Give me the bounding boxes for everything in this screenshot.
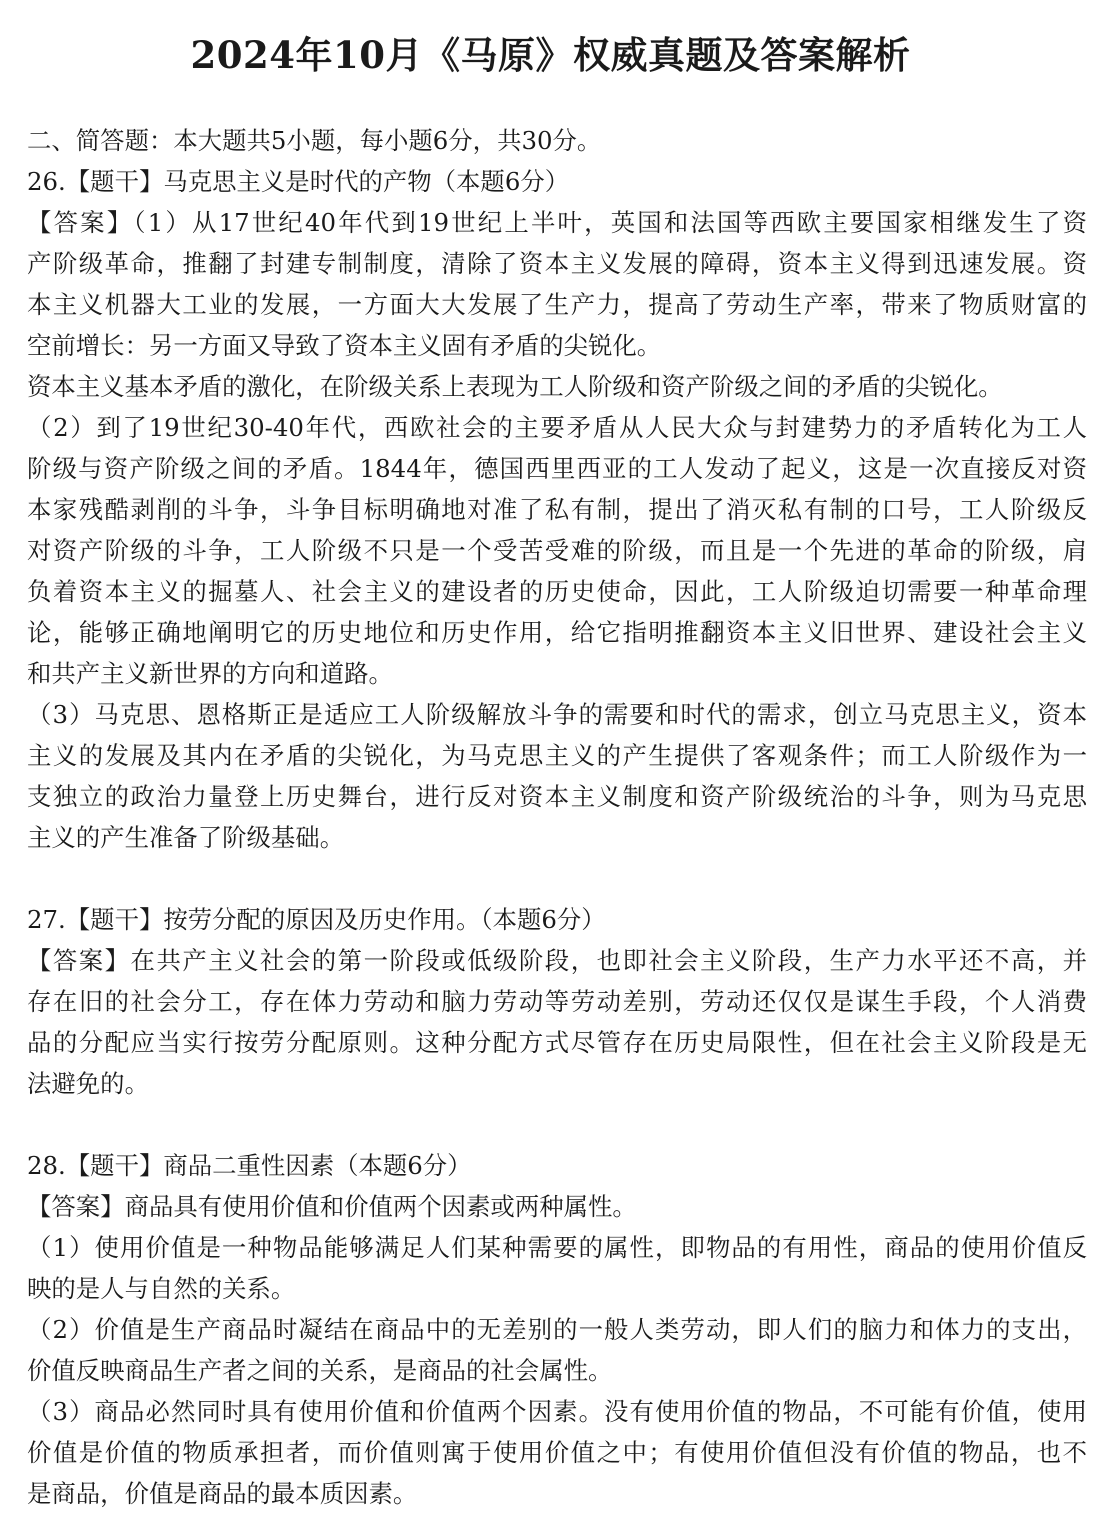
answer-line: 负着资本主义的掘墓人、社会主义的建设者的历史使命，因此，工人阶级迫切需要一种革命理 (27, 577, 1087, 606)
answer-line: 价值是价值的物质承担者，而价值则寓于使用价值之中；有使用价值但没有价值的物品，也不 (27, 1438, 1087, 1467)
answer-line: 对资产阶级的斗争，工人阶级不只是一个受苦受难的阶级，而且是一个先进的革命的阶级，肩 (27, 536, 1087, 565)
paragraph-gap (27, 858, 1087, 899)
answer-line: （3）商品必然同时具有使用价值和价值两个因素。没有使用价值的物品，不可能有价值，使用 (27, 1397, 1087, 1426)
answer-line: 产阶级革命，推翻了封建专制制度，清除了资本主义发展的障碍，资本主义得到迅速发展。资 (27, 249, 1087, 278)
document-title: 2024年10月《马原》权威真题及答案解析 (190, 33, 911, 77)
answer-line: 本主义机器大工业的发展，一方面大大发展了生产力，提高了劳动生产率，带来了物质财富的 (27, 290, 1087, 319)
answer-line: 主义的发展及其内在矛盾的尖锐化，为马克思主义的产生提供了客观条件；而工人阶级作为一 (27, 741, 1087, 770)
answer-line: （2）价值是生产商品时凝结在商品中的无差别的一般人类劳动，即人们的脑力和体力的支出， (27, 1315, 1087, 1344)
answer-line: 本家残酷剥削的斗争，斗争目标明确地对准了私有制，提出了消灭私有制的口号，工人阶级反 (27, 495, 1087, 524)
answer-line: 论，能够正确地阐明它的历史地位和历史作用，给它指明推翻资本主义旧世界、建设社会主义 (27, 618, 1087, 647)
answer-line: 【答案】在共产主义社会的第一阶段或低级阶段，也即社会主义阶段，生产力水平还不高，并 (27, 946, 1087, 975)
answer-line: 【答案】商品具有使用价值和价值两个因素或两种属性。 (27, 1192, 637, 1221)
answer-line: 主义的产生准备了阶级基础。 (27, 823, 345, 852)
answer-line: 是商品，价值是商品的最本质因素。 (27, 1479, 418, 1508)
answer-line: 资本主义基本矛盾的激化，在阶级关系上表现为工人阶级和资产阶级之间的矛盾的尖锐化。 (27, 372, 1003, 401)
section-heading: 二、简答题：本大题共5小题，每小题6分，共30分。 (27, 126, 602, 155)
question-stem-27: 27.【题干】按劳分配的原因及历史作用。（本题6分） (27, 905, 606, 934)
answer-line: （3）马克思、恩格斯正是适应工人阶级解放斗争的需要和时代的需求，创立马克思主义，资本 (27, 700, 1087, 729)
answer-line: 【答案】（1）从17世纪40年代到19世纪上半叶，英国和法国等西欧主要国家相继发生了资 (27, 208, 1087, 237)
answer-line: 价值反映商品生产者之间的关系，是商品的社会属性。 (27, 1356, 613, 1385)
question-stem-26: 26.【题干】马克思主义是时代的产物（本题6分） (27, 167, 570, 196)
question-stem-28: 28.【题干】商品二重性因素（本题6分） (27, 1151, 472, 1180)
answer-line: 法避免的。 (27, 1069, 149, 1098)
answer-line: 支独立的政治力量登上历史舞台，进行反对资本主义制度和资产阶级统治的斗争，则为马克思 (27, 782, 1087, 811)
answer-line: 和共产主义新世界的方向和道路。 (27, 659, 393, 688)
answer-line: 空前增长：另一方面又导致了资本主义固有矛盾的尖锐化。 (27, 331, 662, 360)
paragraph-gap (27, 1104, 1087, 1145)
answer-line: 映的是人与自然的关系。 (27, 1274, 296, 1303)
document-body (27, 120, 1087, 1514)
answer-line: （2）到了19世纪30-40年代，西欧社会的主要矛盾从人民大众与封建势力的矛盾转化为工人 (27, 413, 1087, 442)
answer-line: （1）使用价值是一种物品能够满足人们某种需要的属性，即物品的有用性，商品的使用价值反 (27, 1233, 1087, 1262)
answer-line: 阶级与资产阶级之间的矛盾。1844年，德国西里西亚的工人发动了起义，这是一次直接反对资 (27, 454, 1087, 483)
answer-line: 存在旧的社会分工，存在体力劳动和脑力劳动等劳动差别，劳动还仅仅是谋生手段，个人消费 (27, 987, 1087, 1016)
answer-line: 品的分配应当实行按劳分配原则。这种分配方式尽管存在历史局限性，但在社会主义阶段是无 (27, 1028, 1087, 1057)
